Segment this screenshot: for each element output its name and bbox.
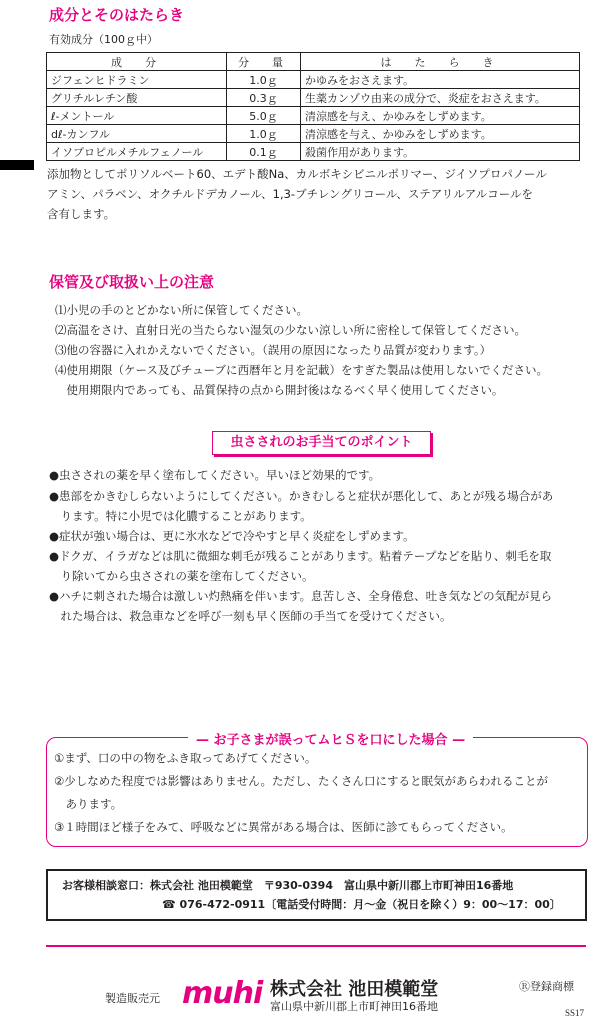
accident-title: — お子さまが誤ってムヒＳを口にした場合 — xyxy=(188,729,473,748)
maker-label: 製造販売元 xyxy=(105,992,160,1005)
product-code: SS17 xyxy=(565,1008,585,1018)
additives-line: 添加物としてポリソルベート60、エデト酸Na、カルボキシビニルポリマー、ジイソプロパノール xyxy=(47,167,547,181)
header-effect: は た ら き xyxy=(301,53,580,71)
point-line: ●ハチに刺された場合は激しい灼熱痛を伴います。息苦しさ、全身倦怠、吐き気などの気配が見ら xyxy=(49,589,553,603)
point-item xyxy=(49,546,589,586)
table-row xyxy=(47,71,580,89)
accident-line: ①まず、口の中の物をふき取ってあげてください。 xyxy=(54,751,317,765)
ingredient-name: ジフェンヒドラミン xyxy=(47,71,227,89)
ingredient-effect: かゆみをおさえます。 xyxy=(301,71,580,89)
storage-item: ⑵高温をさけ、直射日光の当たらない湿気の少ない涼しい所に密栓して保管してください。 xyxy=(55,323,527,337)
contact-line-2 xyxy=(162,896,561,912)
storage-item: ⑶他の容器に入れかえないでください。（誤用の原因になったり品質が変わります。） xyxy=(55,343,492,357)
ingredient-name: グリチルレチン酸 xyxy=(47,89,227,107)
trademark-note: Ⓡ登録商標 xyxy=(519,980,574,993)
footer-divider xyxy=(46,945,586,947)
table-row xyxy=(47,89,580,107)
point-line: れた場合は、救急車などを呼び一刻も早く医師の手当てを受けてください。 xyxy=(49,609,452,623)
storage-list xyxy=(55,300,590,400)
telephone-icon: ☎ xyxy=(162,898,176,911)
point-line: ります。特に小児では化膿することがあります。 xyxy=(49,509,312,523)
company-address: 富山県中新川郡上市町神田16番地 xyxy=(270,1000,438,1013)
accident-list xyxy=(54,747,584,839)
point-line: ●症状が強い場合は、更に氷水などで冷やすと早く炎症をしずめます。 xyxy=(49,529,415,543)
ingredient-amount: 5.0ｇ xyxy=(227,107,301,125)
company-name: 株式会社 池田模範堂 xyxy=(270,979,439,1000)
point-line: ●虫さされの薬を早く塗布してください。早いほど効果的です。 xyxy=(49,468,381,482)
storage-title: 保管及び取扱い上の注意 xyxy=(49,273,215,291)
header-ingredient: 成 分 xyxy=(47,53,227,71)
ingredients-table xyxy=(46,52,580,161)
point-line: り除いてから虫さされの薬を塗布してください。 xyxy=(49,569,314,583)
point-item xyxy=(49,586,589,626)
ingredient-effect: 生薬カンゾウ由来の成分で、炎症をおさえます。 xyxy=(301,89,580,107)
ingredient-name: dℓ-カンフル xyxy=(47,125,227,143)
ingredient-effect: 清涼感を与え、かゆみをしずめます。 xyxy=(301,125,580,143)
accident-line: ②少しなめた程度では影響はありません。ただし、たくさん口にすると眠気があらわれることが xyxy=(54,774,548,788)
accident-line: ③１時間ほど様子をみて、呼吸などに異常がある場合は、医師に診てもらってください。 xyxy=(54,820,513,834)
point-line: ●患部をかきむしらないようにしてください。かきむしると症状が悪化して、あとが残る場合があ xyxy=(49,489,554,503)
additives-line: アミン、パラベン、オクチルドデカノール、1,3-ブチレングリコール、ステアリルアルコールを xyxy=(47,187,534,201)
additives-line: 含有します。 xyxy=(47,207,116,221)
points-title: 虫さされのお手当てのポイント xyxy=(212,431,431,455)
ingredient-name: イソプロピルメチルフェノール xyxy=(47,143,227,161)
point-item xyxy=(49,486,589,526)
table-row xyxy=(47,143,580,161)
ingredient-effect: 殺菌作用があります。 xyxy=(301,143,580,161)
edge-tab-marker xyxy=(0,160,34,170)
ingredient-amount: 0.3ｇ xyxy=(227,89,301,107)
point-item xyxy=(49,465,589,485)
table-row xyxy=(47,125,580,143)
ingredients-title: 成分とそのはたらき xyxy=(49,6,185,24)
storage-item: ⑴小児の手のとどかない所に保管してください。 xyxy=(55,303,308,317)
ingredient-amount: 1.0ｇ xyxy=(227,125,301,143)
phone-text: 076-472-0911〔電話受付時間：月～金（祝日を除く）9：00～17：00〕 xyxy=(179,898,561,911)
point-item xyxy=(49,526,589,546)
table-row xyxy=(47,107,580,125)
muhi-logo: muhi xyxy=(182,976,263,1011)
storage-item: 使用期限内であっても、品質保持の点から開封後はなるべく早く使用してください。 xyxy=(55,383,504,397)
storage-item: ⑷使用期限（ケース及びチューブに西暦年と月を記載）をすぎた製品は使用しないでください。 xyxy=(55,363,548,377)
contact-line-1: お客様相談窓口：株式会社 池田模範堂 〒930-0394 富山県中新川郡上市町神田16番地 xyxy=(62,879,514,892)
ingredients-subtitle: 有効成分（100ｇ中） xyxy=(49,33,158,46)
additives-text xyxy=(47,164,592,224)
accident-title-text: お子さまが誤ってムヒＳを口にした場合 xyxy=(213,733,448,748)
ingredient-name: ℓ-メントール xyxy=(47,107,227,125)
point-line: ●ドクガ、イラガなどは肌に微細な刺毛が残ることがあります。粘着テープなどを貼り、刺毛を取 xyxy=(49,549,552,563)
ingredient-amount: 1.0ｇ xyxy=(227,71,301,89)
accident-line: あります。 xyxy=(54,797,123,811)
table-header-row xyxy=(47,53,580,71)
ingredient-amount: 0.1ｇ xyxy=(227,143,301,161)
ingredient-effect: 清涼感を与え、かゆみをしずめます。 xyxy=(301,107,580,125)
header-amount: 分 量 xyxy=(227,53,301,71)
